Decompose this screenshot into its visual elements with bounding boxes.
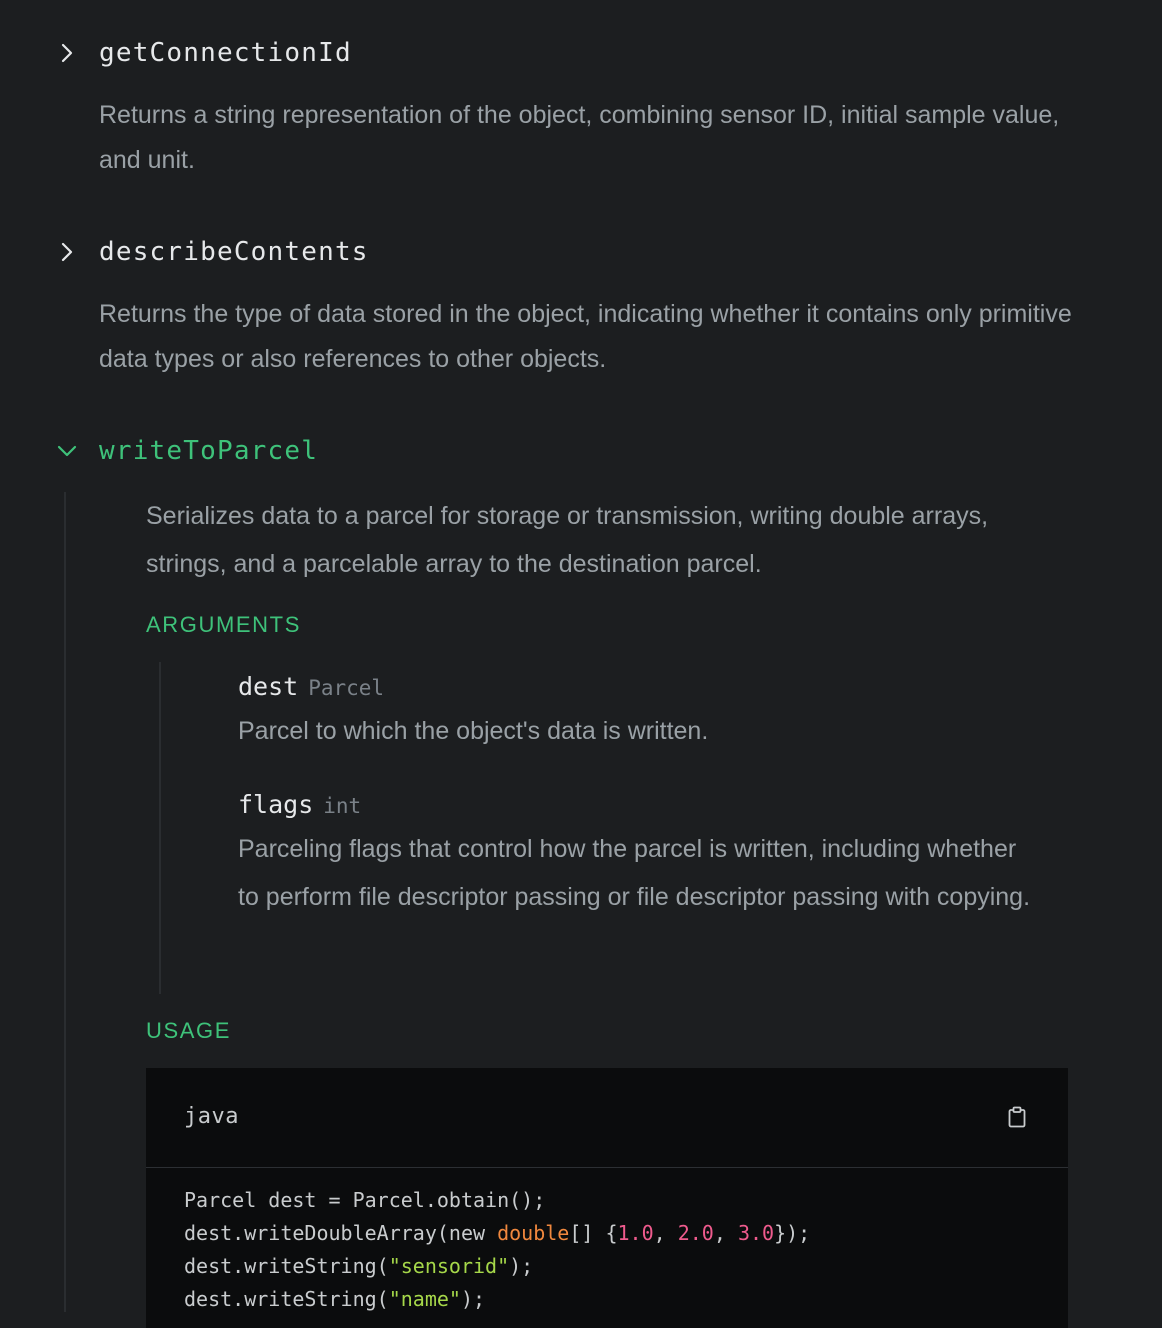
code-token: ,	[653, 1221, 678, 1245]
method-description: Serializes data to a parcel for storage or transmission, writing double arrays, strings, and a parcelable array to the destination parcel.	[146, 502, 989, 578]
argument-type: Parcel	[308, 676, 385, 700]
code-line	[184, 1283, 1030, 1316]
code-token: "name"	[388, 1287, 461, 1311]
argument-name: flags	[238, 790, 314, 819]
method-name: writeToParcel	[99, 436, 319, 466]
copy-code-button[interactable]	[1004, 1104, 1030, 1130]
code-block-header	[146, 1068, 1068, 1168]
code-token: });	[774, 1221, 811, 1245]
code-line	[184, 1217, 1030, 1250]
arguments-heading: ARGUMENTS	[146, 612, 301, 637]
code-line	[184, 1250, 1030, 1283]
code-token: dest.writeDoubleArray(new	[184, 1221, 498, 1245]
arguments-list	[159, 662, 1061, 994]
argument-description: Parcel to which the object's data is written.	[238, 717, 709, 745]
code-token: );	[460, 1287, 486, 1311]
code-block	[146, 1068, 1068, 1328]
argument-item	[238, 672, 1038, 755]
code-token: dest.writeString(	[184, 1287, 389, 1311]
code-token: "sensorid"	[388, 1254, 510, 1278]
method-name: describeContents	[99, 237, 369, 267]
method-header-get-connection-id[interactable]	[55, 38, 352, 68]
argument-type: int	[323, 794, 362, 818]
code-token: 1.0	[617, 1221, 654, 1245]
method-description: Returns the type of data stored in the object, indicating whether it contains only primitive data types or also references to other objects.	[99, 300, 1072, 373]
method-name: getConnectionId	[99, 38, 352, 68]
chevron-right-icon	[55, 41, 79, 65]
chevron-right-icon	[55, 240, 79, 264]
code-token: );	[509, 1254, 534, 1278]
code-token: Parcel dest = Parcel.obtain();	[184, 1188, 546, 1212]
code-language-label: java	[184, 1104, 239, 1129]
code-token: [] {	[569, 1221, 618, 1245]
code-line	[184, 1184, 1030, 1217]
code-token: 2.0	[677, 1221, 714, 1245]
code-token: 3.0	[737, 1221, 775, 1245]
method-description: Returns a string representation of the object, combining sensor ID, initial sample value, and unit.	[99, 101, 1060, 174]
method-details	[64, 492, 1076, 1312]
clipboard-icon	[1007, 1106, 1027, 1128]
code-content	[146, 1168, 1068, 1316]
code-token: ,	[713, 1221, 738, 1245]
usage-heading: USAGE	[146, 1018, 232, 1043]
method-header-describe-contents[interactable]	[55, 237, 369, 267]
method-header-write-to-parcel[interactable]	[55, 436, 318, 466]
argument-name: dest	[238, 672, 299, 701]
argument-item	[238, 790, 1038, 921]
argument-description: Parceling flags that control how the parcel is written, including whether to perform file descriptor passing or file descriptor passing with copying.	[238, 835, 1031, 911]
code-token: double	[497, 1221, 570, 1245]
code-token: dest.writeString(	[184, 1254, 389, 1278]
chevron-down-icon	[55, 439, 79, 463]
